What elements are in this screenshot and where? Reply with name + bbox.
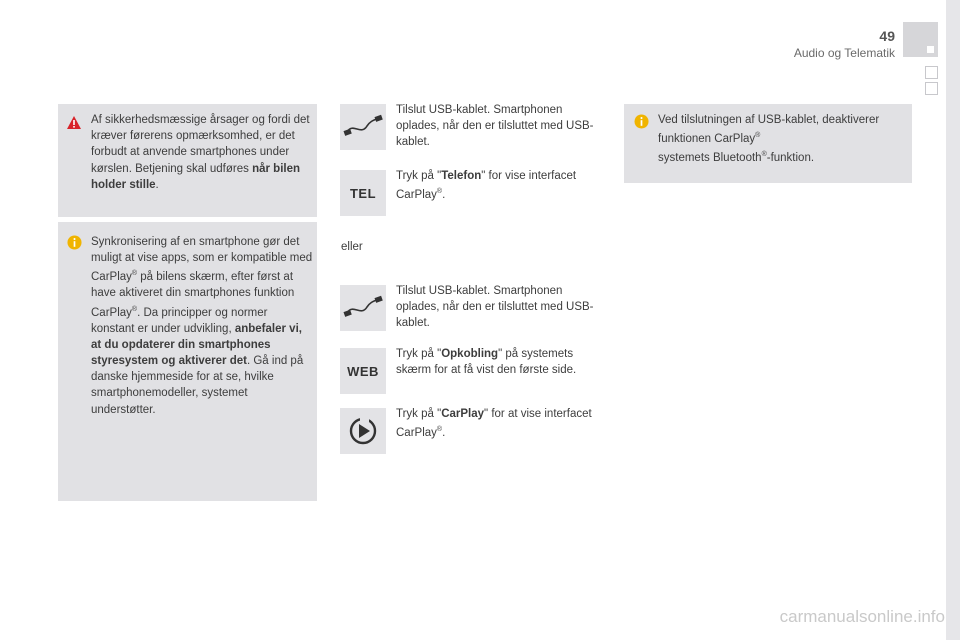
- web-button-label: WEB: [347, 363, 379, 379]
- usb-cable-icon-tile: [340, 104, 386, 150]
- chapter-title: Audio og Telematik: [793, 46, 895, 60]
- step-web: Tryk på "Opkobling" på systemets skærm for at få vist den første side.: [396, 348, 577, 377]
- usb-cable-icon: [343, 293, 383, 323]
- step-usb-1: Tilslut USB-kablet. Smartphonen oplades, når den er tilsluttet med USB-kablet.: [396, 104, 594, 149]
- tel-button-label: TEL: [349, 185, 377, 201]
- chapter-tab-square: [925, 82, 938, 95]
- step-usb-2: Tilslut USB-kablet. Smartphonen oplades, når den er tilsluttet med USB-kablet.: [396, 285, 594, 330]
- tel-button-tile: [340, 170, 386, 216]
- page-number: 49: [879, 28, 895, 44]
- usb-cable-icon: [343, 112, 383, 142]
- info-usb-text: Ved tilslutningen af USB-kablet, deaktiverer funktionen CarPlay® systemets Bluetooth®-funktion.: [658, 114, 880, 165]
- step-tel: Tryk på "Telefon" for vise interfacet CarPlay®.: [396, 170, 577, 202]
- warning-icon: [66, 115, 82, 131]
- watermark: carmanualsonline.info: [779, 607, 945, 626]
- info-icon: [634, 114, 649, 129]
- warning-text: Af sikkerhedsmæssige årsager og fordi det kræver førerens opmærksomhed, er det forbudt at anvende smartphones under kørslen. Betjening skal udføres når bilen holder stille.: [91, 114, 310, 191]
- carplay-icon: [347, 415, 379, 447]
- info-sync-text: Synkronisering af en smartphone gør det muligt at vise apps, som er kompatible med CarPlay® på bilens skærm, efter først at have aktiveret din smartphones funktion CarPlay®. Da principper og normer konstant er under udvikling, anbefaler vi, at du opdaterer din smartphones styresystem og aktiverer det. Gå ind på danske hjemmeside for at se, hvilke smartphonemodeller, systemet understøtter.: [91, 236, 313, 416]
- chapter-tab-square: [925, 66, 938, 79]
- info-icon: [67, 235, 82, 250]
- step-carplay: Tryk på "CarPlay" for at vise interfacet CarPlay®.: [396, 408, 592, 440]
- carplay-icon-tile: [340, 408, 386, 454]
- chapter-tab-marker: [927, 46, 934, 53]
- web-button-tile: [340, 348, 386, 394]
- or-separator: eller: [341, 241, 363, 253]
- usb-cable-icon-tile: [340, 285, 386, 331]
- edge-bar: [946, 0, 960, 640]
